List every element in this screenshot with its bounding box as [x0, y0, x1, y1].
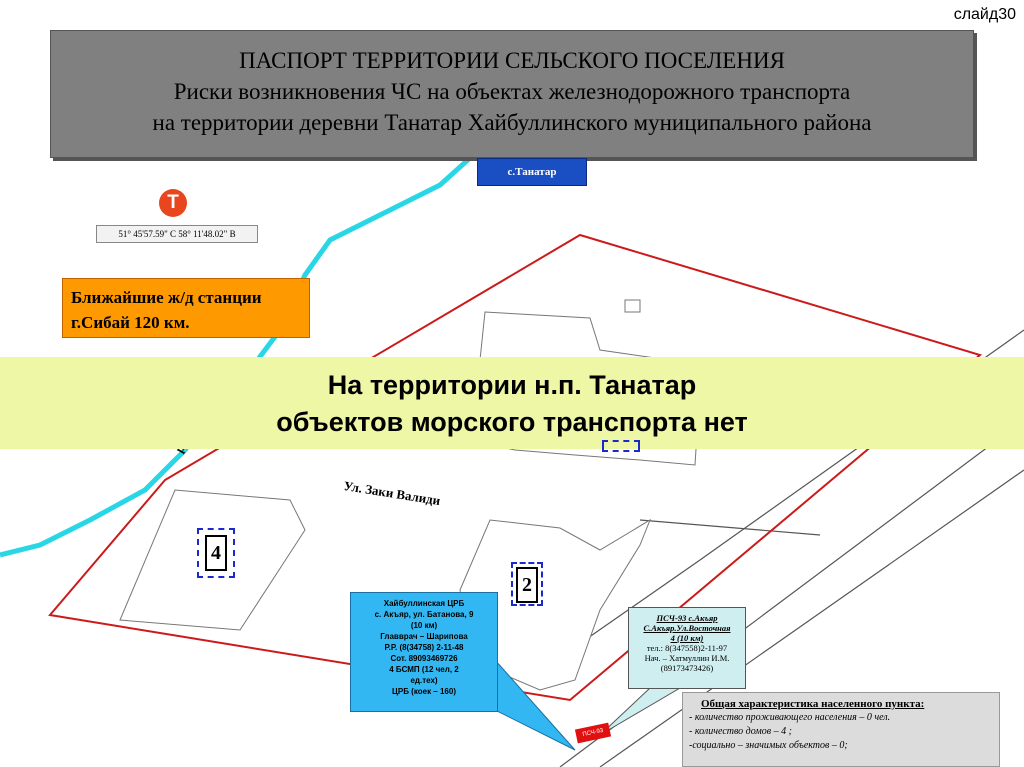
title-box	[50, 30, 974, 158]
building-marker	[602, 440, 640, 452]
title-line-1: ПАСПОРТ ТЕРРИТОРИИ СЕЛЬСКОГО ПОСЕЛЕНИЯ	[239, 48, 785, 73]
transport-t-icon: T	[159, 189, 187, 217]
hospital-line: Главврач – Шарипова	[380, 632, 468, 641]
stations-line-1: Ближайшие ж/д станции	[71, 288, 262, 307]
title-line-3: на территории деревни Танатар Хайбуллинского муниципального района	[152, 110, 872, 135]
hospital-info-box	[350, 592, 498, 712]
nearest-stations-box	[62, 278, 310, 338]
fire-station-flag-icon: ПСЧ-93	[575, 723, 611, 744]
hospital-line: 4 БСМП (12 чел, 2	[389, 665, 459, 674]
general-heading: Общая характеристика населенного пункта:	[701, 698, 925, 710]
place-name-label: с.Танатар	[477, 158, 587, 186]
fire-line-4: тел.: 8(347558)2-11-97	[646, 643, 728, 653]
coordinates-label: 51° 45'57.59" С 58° 11'48.02" В	[96, 225, 258, 243]
fire-callout-pointer	[600, 688, 680, 735]
fire-line-5: Нач. – Хатмуллин И.М.	[644, 653, 730, 663]
hospital-line: с. Акъяр, ул. Батанова, 9	[374, 610, 474, 619]
hospital-line: Сот. 89093469726	[390, 654, 458, 663]
banner-line-1: На территории н.п. Танатар	[327, 370, 697, 400]
fire-line-2: С.Акъяр.Ул.Восточная	[643, 623, 731, 633]
hospital-line: ед.тех)	[410, 676, 438, 685]
building-4-number: 4	[205, 535, 227, 571]
title-line-2: Риски возникновения ЧС на объектах железнодорожного транспорта	[173, 79, 851, 104]
building-2-number: 2	[516, 567, 538, 603]
plot-outline	[625, 300, 640, 312]
notice-banner	[0, 357, 1024, 449]
banner-line-2: объектов морского транспорта нет	[276, 407, 748, 437]
street-line	[640, 520, 820, 535]
hospital-line: ЦРБ (коек – 160)	[392, 687, 456, 696]
hospital-line: Р.Р. (8(34758) 2-11-48	[384, 643, 464, 652]
fire-line-3: 4 (10 км)	[670, 633, 704, 643]
general-characteristics-box	[682, 692, 1000, 767]
stations-line-2: г.Сибай 120 км.	[71, 313, 190, 332]
slide-number: слайд30	[953, 6, 1016, 23]
general-item: -социально – значимых объектов – 0;	[689, 740, 848, 751]
general-item: - количество домов – 4 ;	[689, 726, 792, 737]
fire-line-1: ПСЧ-93 с.Акъяр	[656, 613, 718, 623]
street-label: Ул. Заки Валиди	[342, 478, 442, 509]
hospital-line: (10 км)	[410, 621, 438, 630]
general-item: - количество проживающего населения – 0 чел.	[689, 712, 891, 723]
hospital-line: Хайбуллинская ЦРБ	[383, 599, 465, 608]
fire-station-info-box	[628, 607, 746, 689]
fire-line-6: (89173473426)	[660, 663, 714, 673]
